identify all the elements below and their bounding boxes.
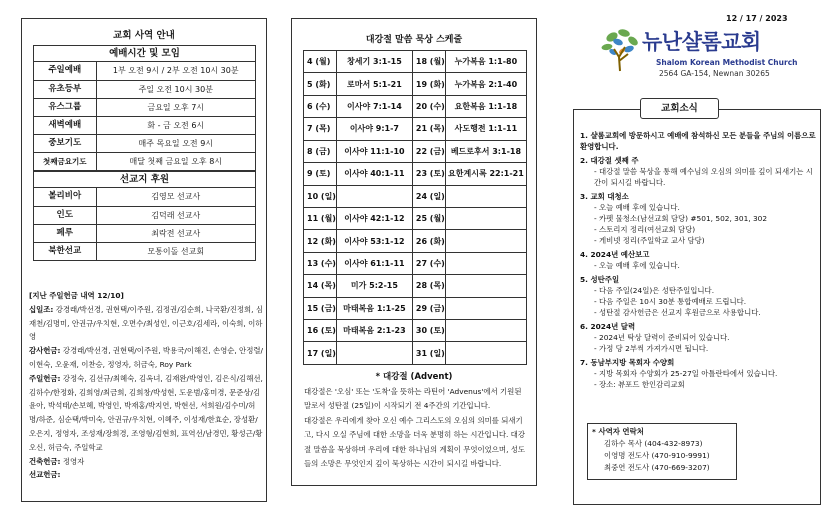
news-detail: - 성탄절 감사헌금은 선교지 후원금으로 사용합니다.	[594, 308, 761, 317]
table-row	[34, 224, 255, 242]
schedule-date: 22 (금)	[412, 140, 445, 162]
offering-names: 정영자	[60, 456, 85, 466]
contact-header: * 사역자 연락처	[592, 427, 644, 436]
advent-panel	[291, 18, 537, 486]
table-row	[304, 95, 527, 117]
news-item	[580, 249, 816, 271]
news-detail: - 카펫 물청소(남선교회 담당) #501, 502, 301, 302	[594, 214, 768, 223]
table-row	[34, 80, 255, 98]
mission-value: 모통이돌 선교회	[96, 242, 255, 260]
table-row	[304, 297, 527, 319]
table-row	[304, 140, 527, 162]
news-item	[580, 191, 816, 246]
schedule-reading	[336, 185, 412, 207]
schedule-reading: 이사야 11:1-10	[336, 140, 412, 162]
worship-box	[33, 45, 256, 171]
mission-key: 인도	[34, 206, 96, 224]
schedule-reading	[445, 342, 526, 365]
bulletin-date: 12 / 17 / 2023	[726, 14, 788, 23]
schedule-reading: 요한계시록 22:1-21	[445, 163, 526, 185]
news-heading: 2. 대강절 셋째 주	[580, 156, 639, 165]
advent-paragraph: 대강절은 '오심' 또는 '도착'을 뜻하는 라틴어 'Advenus'에서 기원된 말로서 성탄절 (25일)이 시작되기 전 4주간의 기간입니다.	[304, 387, 522, 411]
worship-key: 중보기도	[34, 134, 96, 152]
news-detail: - 오늘 예배 후에 있습니다.	[594, 203, 680, 212]
table-row	[34, 206, 255, 224]
schedule-reading	[445, 207, 526, 229]
schedule-date: 19 (화)	[412, 73, 445, 95]
schedule-reading	[445, 185, 526, 207]
news-item	[580, 155, 816, 188]
schedule-reading: 미가 5:2-15	[336, 275, 412, 297]
table-row	[34, 242, 255, 260]
schedule-reading: 창세기 3:1-15	[336, 51, 412, 73]
offering-thanks	[29, 344, 263, 372]
table-row	[304, 275, 527, 297]
table-row	[304, 118, 527, 140]
offering-label: 선교헌금:	[29, 470, 61, 480]
worship-key: 새벽예배	[34, 116, 96, 134]
news-heading: 3. 교회 대청소	[580, 192, 629, 201]
table-row	[304, 185, 527, 207]
contact-line: 김하수 목사 (404-432-8973)	[604, 439, 703, 448]
worship-table	[34, 62, 255, 170]
offering-label: 십일조:	[29, 304, 54, 314]
table-row	[304, 51, 527, 73]
mission-header: 선교지 후원	[34, 172, 255, 188]
tree-logo-icon	[600, 27, 640, 73]
schedule-title: 대강절 말씀 묵상 스케줄	[365, 35, 463, 45]
worship-value: 1부 오전 9시 / 2부 오전 10시 30분	[112, 66, 239, 76]
news-detail: - 2024년 탁상 달력이 준비되어 있습니다.	[594, 333, 730, 342]
contact-box	[587, 423, 737, 480]
schedule-date: 26 (화)	[412, 230, 445, 252]
news-detail: - 장소: 뷰포드 한인감리교회	[594, 380, 685, 389]
table-row	[34, 188, 255, 206]
mission-table	[34, 188, 255, 260]
mission-key: 북한선교	[34, 242, 96, 260]
schedule-reading	[445, 252, 526, 274]
table-row	[34, 98, 255, 116]
schedule-date: 12 (화)	[304, 230, 337, 252]
schedule-reading: 사도행전 1:1-11	[445, 118, 526, 140]
mission-key: 페루	[34, 224, 96, 242]
schedule-date: 5 (화)	[304, 73, 337, 95]
table-row	[34, 116, 255, 134]
mission-box	[33, 171, 256, 261]
schedule-date: 16 (토)	[304, 320, 337, 342]
news-detail: - 스토리지 정리(여선교회 담당)	[594, 225, 696, 234]
schedule-reading: 마태복음 2:1-23	[336, 320, 412, 342]
schedule-date: 20 (수)	[412, 95, 445, 117]
news-heading: 5. 성탄주일	[580, 275, 620, 284]
offering-names: 강경래/박선경, 권현택/이주원, 박용국/이해진, 손영순, 안정렬/이현숙, 오윤재, 이찬승, 정영자, 허금숙, Roy Park	[29, 346, 263, 369]
advent-title: * 대강절 (Advent)	[375, 372, 453, 382]
advent-description	[304, 385, 528, 471]
worship-value: 주일 오전 10시 30분	[96, 80, 255, 98]
news-item	[580, 357, 816, 390]
schedule-date: 15 (금)	[304, 297, 337, 319]
news-item	[580, 130, 816, 152]
schedule-reading	[336, 342, 412, 365]
offering-section	[29, 289, 263, 482]
advent-paragraph: 대강절은 우리에게 찾아 오신 예수 그리스도의 오심의 의미를 되새기고, 다시 오실 주님에 대한 소망을 더욱 분명히 하는 시간입니다. 대강절 말씀을 묵상하며 우리에 대한 하나님의 계획이 무엇이었으며, 성도들의 소망은 무엇인지 깊이 묵상하는 시간이 되시길 바랍니다.	[304, 415, 526, 469]
ministry-title: 교회 사역 안내	[113, 30, 175, 41]
schedule-reading: 이사야 61:1-11	[336, 252, 412, 274]
schedule-date: 23 (토)	[412, 163, 445, 185]
offering-tithe	[29, 303, 263, 344]
worship-key: 주일예배	[34, 62, 96, 80]
mission-value: 김덕래 선교사	[96, 206, 255, 224]
church-address: 2564 GA-154, Newnan 30265	[659, 69, 770, 78]
schedule-date: 9 (토)	[304, 163, 337, 185]
mission-value: 최락전 선교사	[96, 224, 255, 242]
schedule-date: 28 (목)	[412, 275, 445, 297]
schedule-reading: 요한복음 1:1-18	[445, 95, 526, 117]
news-heading: 6. 2024년 달력	[580, 322, 636, 331]
table-row	[34, 62, 255, 80]
news-heading: 7. 동남부지방 목회자 수양회	[580, 358, 675, 367]
schedule-reading: 이사야 40:1-11	[336, 163, 412, 185]
schedule-date: 31 (일)	[412, 342, 445, 365]
schedule-reading	[445, 320, 526, 342]
schedule-date: 18 (월)	[412, 51, 445, 73]
schedule-reading: 마태복음 1:1-25	[336, 297, 412, 319]
schedule-reading	[445, 230, 526, 252]
offering-names: 강경래/박선경, 권현택/이주원, 김정권/김순희, 나국환/진정희, 심재천/김명미, 안권규/우치현, 오면수/최성인, 이근호/김세라, 이숙희, 이하영	[29, 304, 263, 342]
schedule-date: 17 (일)	[304, 342, 337, 365]
news-list	[580, 130, 816, 393]
ministry-panel	[21, 18, 267, 502]
table-row	[304, 342, 527, 365]
schedule-reading	[445, 297, 526, 319]
worship-value: 매주 목요일 오전 9시	[96, 134, 255, 152]
schedule-date: 6 (수)	[304, 95, 337, 117]
schedule-date: 4 (월)	[304, 51, 337, 73]
schedule-date: 24 (일)	[412, 185, 445, 207]
schedule-reading: 로마서 5:1-21	[336, 73, 412, 95]
offering-building	[29, 455, 263, 469]
news-heading: 4. 2024년 예산보고	[580, 250, 650, 259]
news-detail: - 가정 당 2부씩 가져가시면 됩니다.	[594, 344, 709, 353]
offering-label: 건축헌금:	[29, 456, 61, 466]
schedule-date: 7 (목)	[304, 118, 337, 140]
contact-line: 최중연 전도사 (470-669-3207)	[604, 463, 710, 472]
mission-value: 김영모 선교사	[151, 192, 201, 202]
table-row	[304, 252, 527, 274]
schedule-reading: 베드로후서 3:1-18	[445, 140, 526, 162]
offering-sunday	[29, 372, 263, 455]
table-row	[304, 73, 527, 95]
table-row	[34, 134, 255, 152]
offering-label: 감사헌금:	[29, 346, 61, 356]
worship-value: 금요일 오후 7시	[96, 98, 255, 116]
schedule-reading: 이사야 42:1-12	[336, 207, 412, 229]
table-row	[304, 230, 527, 252]
news-item	[580, 274, 816, 318]
table-row	[304, 320, 527, 342]
news-heading: 1. 샬롬교회에 방문하시고 예배에 참석하신 모든 분들을 주님의 이름으로 환영합니다.	[580, 131, 816, 151]
schedule-reading: 누가복음 2:1-40	[445, 73, 526, 95]
offering-title: [지난 주일헌금 내역 12/10]	[29, 291, 124, 300]
offering-label: 주일헌금:	[29, 373, 61, 383]
mission-key: 볼리비아	[34, 188, 96, 206]
worship-value: 화 - 금 오전 6시	[96, 116, 255, 134]
schedule-date: 14 (목)	[304, 275, 337, 297]
news-detail: - 오늘 예배 후에 있습니다.	[594, 261, 680, 270]
schedule-date: 30 (토)	[412, 320, 445, 342]
worship-value: 매달 첫째 금요일 오후 8시	[96, 152, 255, 170]
news-label: 교회소식	[640, 98, 719, 119]
church-name-en: Shalom Korean Methodist Church	[656, 58, 798, 67]
schedule-date: 29 (금)	[412, 297, 445, 319]
news-panel	[573, 109, 821, 505]
schedule-reading: 이사야 7:1-14	[336, 95, 412, 117]
contact-line: 이영명 전도사 (470-910-9991)	[604, 451, 710, 460]
offering-names: 강정숙, 김선규/최혜숙, 김옥녀, 김재완/박영인, 김은식/김해선, 김하수/한정화, 김희영/최금희, 김희창/박성현, 도운범/홍미경, 문준상/김윤아, 박석태/손보혜, 박영인, 박재홍/박지연, 박현선, 서희원/김수미/허명/하준, 심순택/박미숙, 안권규/우치현, 이혜주, 이성재/한효순, 장성환/오은지, 정영자, 조성재/장희경, 조영형/김현희, 표역선/남경민, 황성근/황오신, 허금숙, 주일학교	[29, 373, 263, 452]
worship-header: 예배시간 및 모임	[34, 46, 255, 62]
news-detail: - 다음 주일은 10시 30분 통합예배로 드립니다.	[594, 297, 747, 306]
table-row	[304, 207, 527, 229]
schedule-date: 8 (금)	[304, 140, 337, 162]
news-detail: - 대강절 말씀 묵상을 통해 예수님의 오심의 의미를 깊이 되새기는 시간이 되시길 바랍니다.	[594, 167, 813, 187]
worship-key: 첫째금요기도	[34, 152, 96, 170]
schedule-reading: 이사야 53:1-12	[336, 230, 412, 252]
schedule-date: 21 (목)	[412, 118, 445, 140]
schedule-date: 13 (수)	[304, 252, 337, 274]
schedule-date: 11 (월)	[304, 207, 337, 229]
worship-key: 유초등부	[34, 80, 96, 98]
worship-key: 유스그룹	[34, 98, 96, 116]
schedule-date: 27 (수)	[412, 252, 445, 274]
church-name: 뉴난샬롬교회	[642, 30, 761, 54]
schedule-reading: 누가복음 1:1-80	[445, 51, 526, 73]
schedule-date: 10 (일)	[304, 185, 337, 207]
news-detail: - 지방 목회자 수양회가 25-27일 아틀란타에서 있습니다.	[594, 369, 778, 378]
schedule-reading	[445, 275, 526, 297]
schedule-date: 25 (월)	[412, 207, 445, 229]
schedule-table	[303, 50, 527, 365]
schedule-reading: 이사야 9:1-7	[336, 118, 412, 140]
news-item	[580, 321, 816, 354]
table-row	[34, 152, 255, 170]
table-row	[304, 163, 527, 185]
news-detail: - 게비넷 정리(주일학교 교사 담당)	[594, 236, 705, 245]
news-detail: - 다음 주일(24일)은 성탄주일입니다.	[594, 286, 715, 295]
offering-mission	[29, 468, 263, 482]
